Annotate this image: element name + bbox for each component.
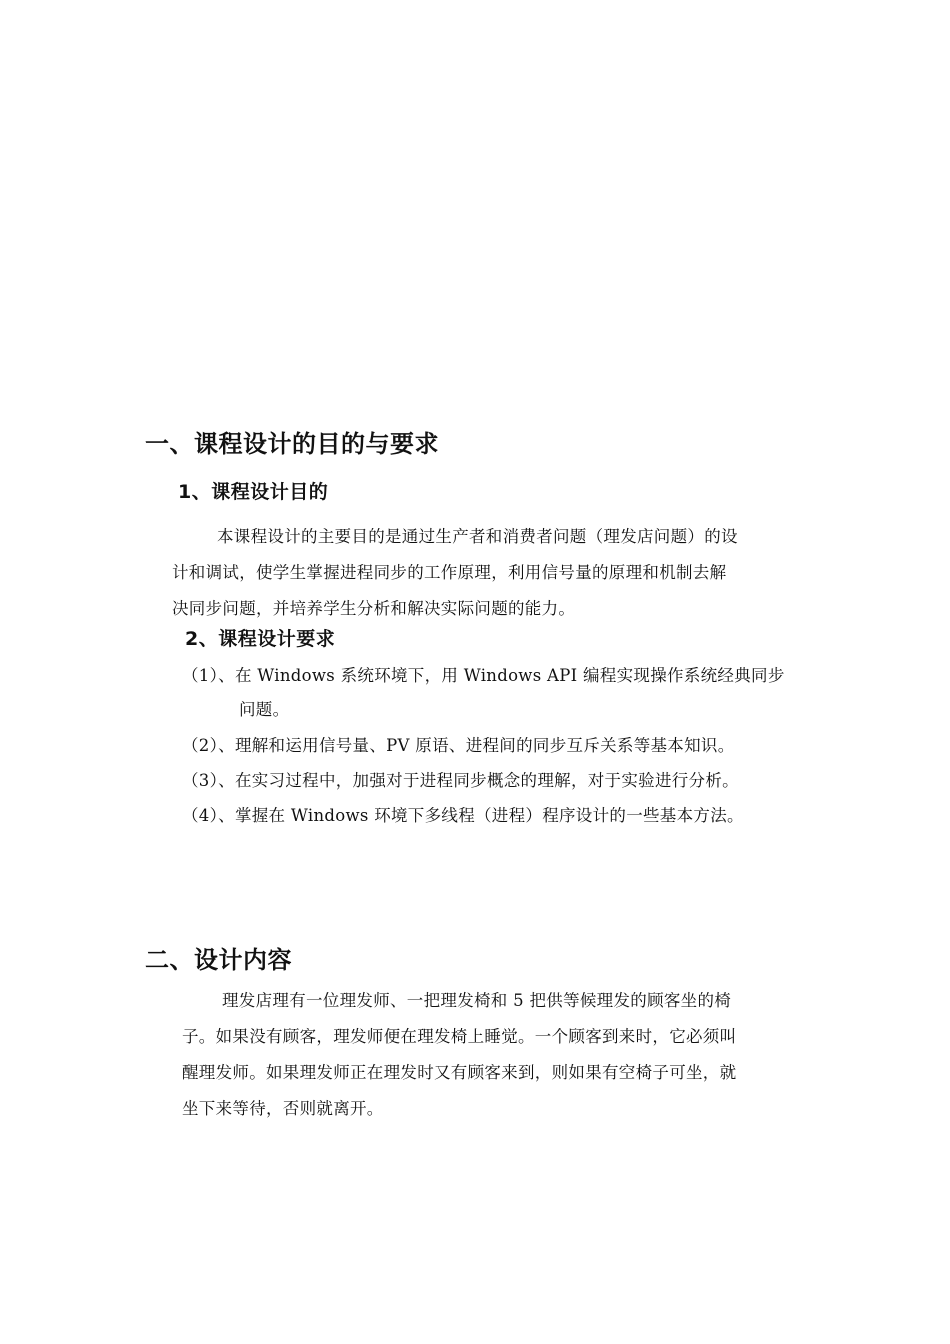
requirement-item: （3）、在实习过程中，加强对于进程同步概念的理解，对于实验进行分析。 — [182, 771, 739, 790]
section2-paragraph-line: 醒理发师。如果理发师正在理发时又有顾客来到，则如果有空椅子可坐，就 — [182, 1063, 737, 1082]
requirement-item: （1）、在 Windows 系统环境下，用 Windows API 编程实现操作系统经典同步 — [182, 666, 785, 685]
sub1-heading: 1、课程设计目的 — [178, 481, 329, 503]
section1-heading: 一、课程设计的目的与要求 — [145, 430, 439, 458]
sub1-paragraph-line: 本课程设计的主要目的是通过生产者和消费者问题（理发店问题）的设 — [217, 527, 738, 546]
requirement-item-continuation: 问题。 — [239, 700, 290, 719]
sub1-paragraph-line: 决同步问题，并培养学生分析和解决实际问题的能力。 — [172, 599, 576, 618]
requirement-item: （4）、掌握在 Windows 环境下多线程（进程）程序设计的一些基本方法。 — [182, 806, 744, 825]
requirement-item: （2）、理解和运用信号量、PV 原语、进程间的同步互斥关系等基本知识。 — [182, 736, 735, 755]
section2-heading: 二、设计内容 — [145, 946, 292, 974]
section2-paragraph-line: 子。如果没有顾客，理发师便在理发椅上睡觉。一个顾客到来时，它必须叫 — [182, 1027, 737, 1046]
sub2-heading: 2、课程设计要求 — [185, 628, 336, 650]
sub1-paragraph-line: 计和调试，使学生掌握进程同步的工作原理，利用信号量的原理和机制去解 — [172, 563, 727, 582]
section2-paragraph-line: 理发店理有一位理发师、一把理发椅和 5 把供等候理发的顾客坐的椅 — [222, 991, 732, 1010]
section2-paragraph-line: 坐下来等待，否则就离开。 — [182, 1099, 384, 1118]
